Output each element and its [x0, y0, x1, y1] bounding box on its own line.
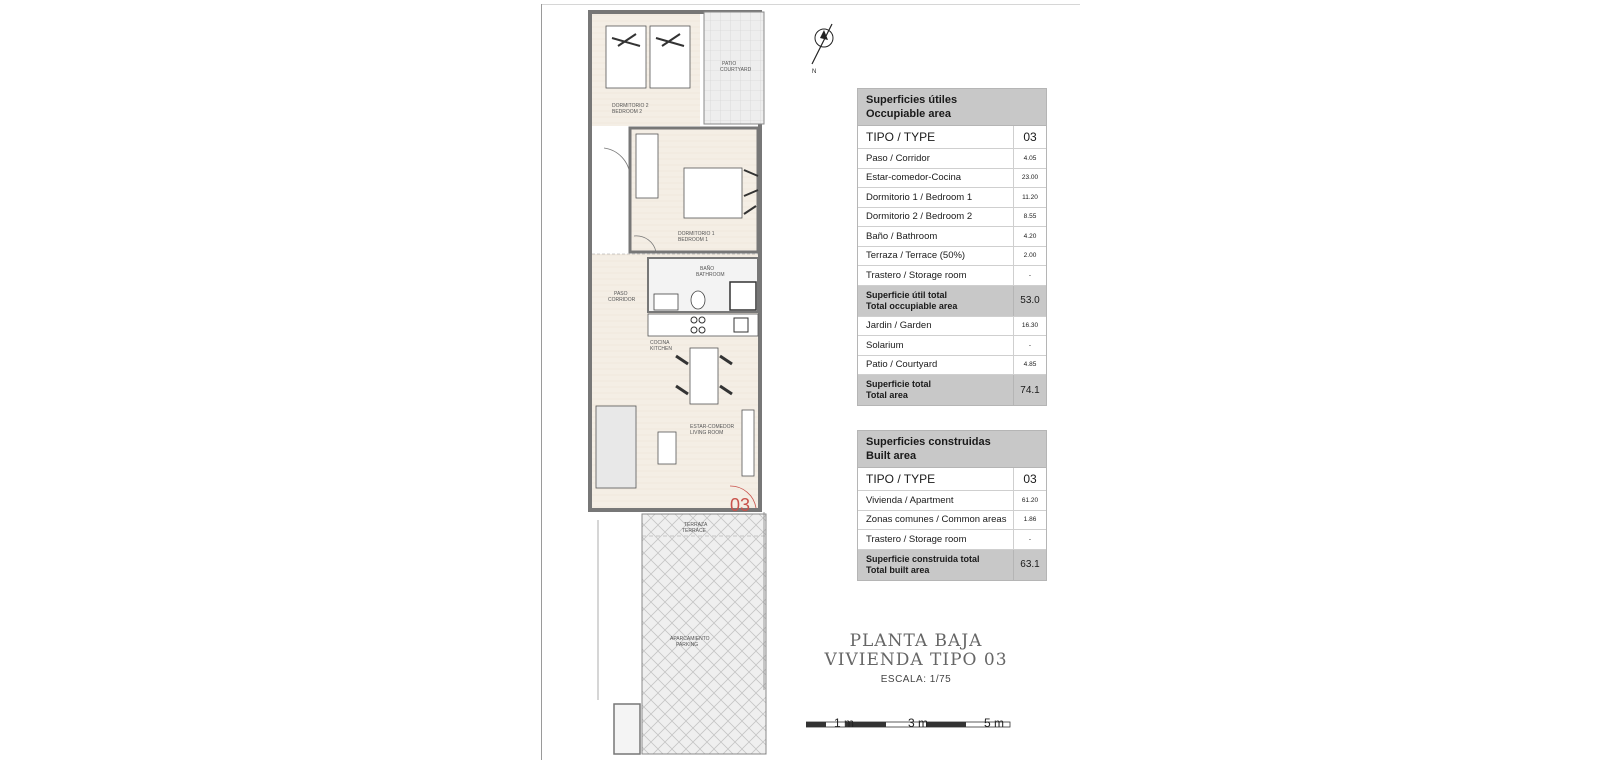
- type-label: TIPO / TYPE: [858, 126, 1014, 148]
- double-bed: [684, 168, 742, 218]
- label-bedroom-2: DORMITORIO 2 BEDROOM 2: [612, 103, 649, 115]
- type-label: TIPO / TYPE: [858, 468, 1014, 490]
- total-label: [858, 550, 1014, 580]
- occupiable-title-es: Superficies útiles: [866, 94, 958, 106]
- table-row: [858, 227, 1046, 247]
- total-label: [858, 375, 1014, 405]
- table-row: [858, 356, 1046, 376]
- wash-basin: [654, 294, 678, 310]
- row-value: 23.00: [1021, 174, 1039, 182]
- row-value: 4.85: [1023, 361, 1037, 369]
- dining-table: [690, 348, 718, 404]
- total-row: [858, 550, 1046, 580]
- row-value: 61.20: [1021, 496, 1039, 504]
- total-value: 74.1: [1020, 384, 1040, 396]
- terrace-parking-paving: [642, 514, 766, 754]
- total-row: [858, 375, 1046, 405]
- table-row: [858, 149, 1046, 169]
- bed-left: [606, 26, 646, 88]
- row-label: Trastero / Storage room: [858, 266, 1014, 285]
- row-value: -: [1028, 271, 1032, 279]
- label-kitchen: COCINA KITCHEN: [650, 340, 672, 352]
- tv-unit: [742, 410, 754, 476]
- scale-label-3m: 3 m: [908, 716, 929, 730]
- unit-number: 03: [730, 495, 751, 515]
- table-row: [858, 511, 1046, 531]
- table-row: [858, 336, 1046, 356]
- table-row: [858, 530, 1046, 550]
- row-value: 4.05: [1023, 154, 1037, 162]
- row-label: Vivienda / Apartment: [858, 491, 1014, 510]
- row-value: -: [1028, 341, 1032, 349]
- wardrobe: [636, 134, 658, 198]
- row-value: 2.00: [1023, 252, 1037, 260]
- scale-label-1m: 1 m: [834, 716, 855, 730]
- total-value: 63.1: [1020, 559, 1040, 570]
- scale-label-5m: 5 m: [984, 716, 1005, 730]
- row-label: Estar-comedor-Cocina: [858, 169, 1014, 188]
- table-row: [858, 491, 1046, 511]
- built-header: [858, 431, 1046, 468]
- plan-scale: ESCALA: 1/75: [880, 674, 952, 685]
- subtotal-label-en: Total occupiable area: [866, 300, 958, 311]
- subtotal-row: [858, 286, 1046, 317]
- row-value: 11.20: [1022, 193, 1038, 201]
- toilet: [691, 291, 705, 309]
- row-value: 1.86: [1023, 516, 1037, 524]
- row-label: Dormitorio 1 / Bedroom 1: [858, 188, 1014, 207]
- row-label: Paso / Corridor: [858, 149, 1014, 168]
- built-title-es: Superficies construidas: [866, 436, 991, 448]
- sofa: [596, 406, 636, 488]
- subtotal-value: 53.0: [1020, 295, 1040, 306]
- table-row: [858, 208, 1046, 228]
- label-living: ESTAR-COMEDOR LIVING ROOM: [690, 424, 735, 436]
- table-row: [858, 169, 1046, 189]
- type-value: 03: [1023, 130, 1037, 144]
- north-arrow-icon: [812, 24, 833, 75]
- row-label: Patio / Courtyard: [858, 356, 1014, 375]
- row-value: 16.30: [1021, 322, 1039, 330]
- row-label: Baño / Bathroom: [858, 227, 1014, 246]
- total-label-es: Superficie construida total: [866, 553, 980, 564]
- row-label: Jardin / Garden: [858, 317, 1014, 336]
- total-label-en: Total built area: [866, 564, 930, 575]
- table-row: [858, 266, 1046, 286]
- row-label: Dormitorio 2 / Bedroom 2: [858, 208, 1014, 227]
- label-corridor: PASO CORRIDOR: [608, 291, 636, 303]
- type-row: [858, 468, 1046, 491]
- type-row: [858, 126, 1046, 149]
- label-terrace: TERRAZA TERRACE: [682, 522, 708, 534]
- total-label-es: Superficie total: [866, 379, 932, 389]
- total-label-en: Total area: [866, 390, 908, 400]
- table-row: [858, 247, 1046, 267]
- bin-store: [614, 704, 640, 754]
- row-value: 8.55: [1023, 213, 1037, 221]
- occupiable-area-table: [857, 88, 1047, 406]
- built-area-table: [857, 430, 1047, 581]
- row-value: -: [1028, 535, 1032, 543]
- svg-text:N: N: [812, 69, 817, 75]
- label-parking: APARCAMIENTO PARKING: [670, 636, 710, 648]
- row-label: Solarium: [858, 336, 1014, 355]
- plan-title-line2: VIVIENDA TIPO 03: [824, 650, 1008, 670]
- label-courtyard: PATIO COURTYARD: [720, 61, 752, 73]
- shower: [730, 282, 756, 310]
- occupiable-title-en: Occupiable area: [866, 108, 951, 120]
- type-value: 03: [1023, 472, 1037, 486]
- table-row: [858, 317, 1046, 337]
- table-row: [858, 188, 1046, 208]
- row-value: 4.20: [1023, 232, 1037, 240]
- label-bathroom: BAÑO BATHROOM: [696, 266, 725, 278]
- subtotal-label: [858, 286, 1014, 316]
- bed-right: [650, 26, 690, 88]
- row-label: Trastero / Storage room: [858, 530, 1014, 549]
- label-bedroom-1: DORMITORIO 1 BEDROOM 1: [678, 231, 715, 243]
- plan-title-line1: PLANTA BAJA: [849, 631, 983, 651]
- occupiable-header: [858, 89, 1046, 126]
- built-title-en: Built area: [866, 450, 917, 462]
- row-label: Terraza / Terrace (50%): [858, 247, 1014, 266]
- coffee-table: [658, 432, 676, 464]
- row-label: Zonas comunes / Common areas: [858, 511, 1014, 530]
- subtotal-label-es: Superficie útil total: [866, 289, 948, 300]
